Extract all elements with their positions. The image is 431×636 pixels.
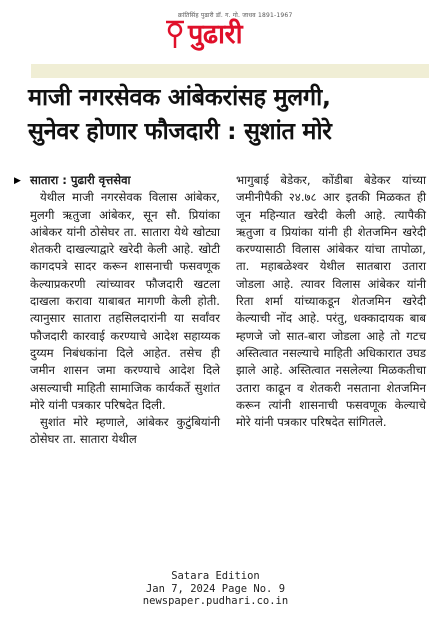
article-dateline: सातारा : पुढारी वृत्तसेवा (30, 173, 131, 187)
footer-site-link[interactable]: newspaper.pudhari.co.in (142, 595, 289, 607)
masthead-tagline: क्रांतिसिंह पुढारी डॉ. ग. गो. जाधव 1891-1967 (178, 12, 293, 19)
article-column-left (30, 172, 220, 449)
headline-line-1: माजी नगरसेवक आंबेकरांसह मुलगी, (28, 83, 331, 111)
footer-edition: Satara Edition (171, 570, 260, 582)
article-column-right (236, 172, 426, 431)
pudhari-logo[interactable] (162, 16, 272, 56)
article-paragraph: भागुबाई बेडेकर, कोंडीबा बेडेकर यांच्या जमीनीपैकी २४.७८ आर इतकी मिळकत ही जून महिन्यात खरेदी केली आहे. त्यापैकी ऋतुजा व प्रियांका यांनी ही शेतजमिन खरेदी करण्यासाठी विलास आंबेकर यांचा तापोळा, ता. महाबळेश्वर येथील सातबारा उतारा जोडला आहे. त्यावर विलास आंबेकर यांनी रिता शर्मा यांच्याकडून शेतजमिन खरेदी केल्याची नोंद आहे. परंतु, धक्कादायक बाब म्हणजे जो सात-बारा जोडला आहे तो गटच अस्तित्वात नसल्याचे माहिती अधिकारात उघड झाले आहे. अस्तित्वात नसलेल्या मिळकतीचा उतारा काढून व शेतकरी नसताना शेतजमिन करून त्यांनी शासनाची फसवणूक केल्याचे मोरे यांनी पत्रकार परिषदेत सांगितले. (236, 173, 426, 430)
masthead (0, 0, 431, 62)
page-footer (0, 570, 431, 608)
logo-text: पुढारी (188, 19, 243, 50)
headline-line-2: सुनेवर होणार फौजदारी : सुशांत मोरे (28, 117, 332, 145)
article-paragraph: सुशांत मोरे म्हणाले, आंबेकर कुटुंबियांनी ठोसेघर ता. सातारा येथील (30, 415, 220, 447)
dateline-arrow-icon: ▶ (14, 176, 21, 186)
logo-emblem-icon (162, 16, 190, 52)
article-headline (28, 80, 428, 148)
article-paragraph: येथील माजी नगरसेवक विलास आंबेकर, मुलगी ऋतुजा आंबेकर, सून सौ. प्रियांका आंबेकर यांनी ठोसेघर ता. सातारा येथे खोट्या शेतकरी दाखल्याद्वारे खरेदी केली आहे. खोटी कागदपत्रे सादर करून शासनाची फसवणूक केल्याप्रकरणी त्यांच्यावर फौजदारी खटला दाखला करावा याबाबत मागणी केली होती. त्यानुसार सातारा तहसिलदारांनी या सर्वांवर फौजदारी कारवाई करण्याचे आदेश सहाय्यक दुय्यम निबंधकांना दिले आहेत. तसेच ही जमीन शासन जमा करण्याचे आदेश दिले असल्याची माहिती सामाजिक कार्यकर्ते सुशांत मोरे यांनी पत्रकार परिषदेत दिली. (30, 190, 220, 412)
header-bar (31, 64, 429, 78)
footer-date-page: Jan 7, 2024 Page No. 9 (145, 582, 286, 595)
